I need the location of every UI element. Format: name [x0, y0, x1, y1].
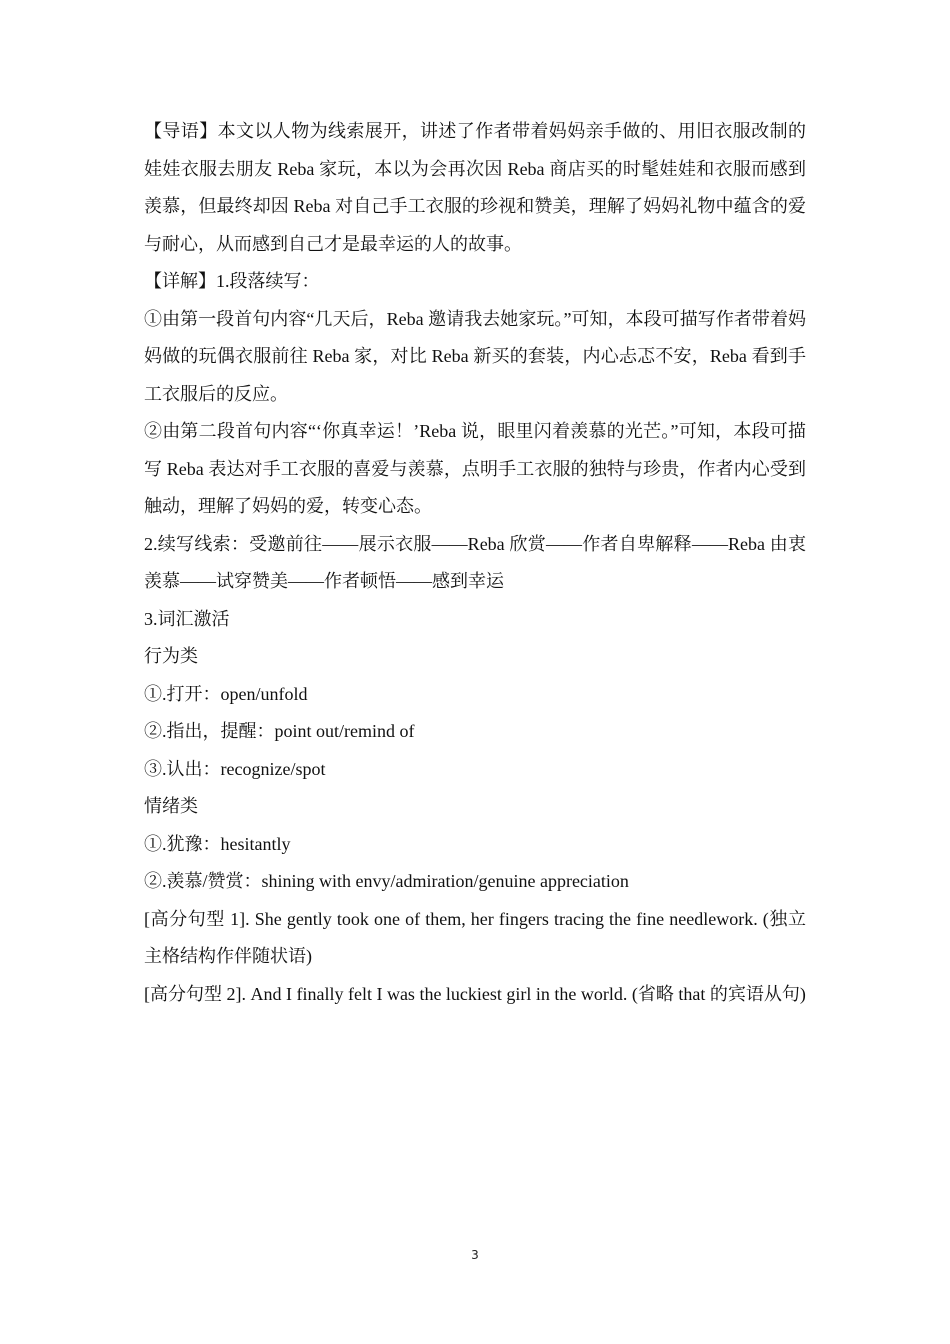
writing-clues: 2.续写线索：受邀前往——展示衣服——Reba 欣赏——作者自卑解释——Reba 由衷羡慕——试穿赞美——作者顿悟——感到幸运: [144, 533, 806, 591]
vocab-item: ②.指出，提醒：point out/remind of: [144, 721, 415, 741]
vocab-item: ①.犹豫：hesitantly: [144, 833, 291, 854]
paragraph-one-analysis: ①由第一段首句内容“几天后，Reba 邀请我去她家玩。”可知，本段可描写作者带着妈妈做的玩偶衣服前往 Reba 家，对比 Reba 新买的套装，内心忐忑不安，Reba 看到手工衣服后的反应。: [144, 308, 806, 404]
document-body: [144, 113, 806, 1013]
vocab-item: ①.打开：open/unfold: [144, 683, 308, 704]
emotion-category-label: 情绪类: [144, 796, 198, 816]
action-category-label: 行为类: [144, 646, 198, 666]
paragraph-two-analysis: ②由第二段首句内容“‘你真幸运！’Reba 说，眼里闪着羡慕的光芒。”可知，本段可描写 Reba 表达对手工衣服的喜爱与羡慕，点明手工衣服的独特与珍贵，作者内心受到触动，理解了妈妈的爱，转变心态。: [144, 421, 806, 516]
vocabulary-heading: 3.词汇激活: [144, 608, 230, 629]
vocab-item: ③.认出：recognize/spot: [144, 758, 326, 779]
vocab-item: ②.羡慕/赞赏：shining with envy/admiration/genuine appreciation: [144, 871, 629, 891]
sentence-pattern-2: [高分句型 2]. And I finally felt I was the luckiest girl in the world. (省略 that 的宾语从句): [144, 983, 806, 1004]
detail-heading: 【详解】1.段落续写：: [144, 271, 320, 291]
intro-paragraph: 【导语】本文以人物为线索展开，讲述了作者带着妈妈亲手做的、用旧衣服改制的娃娃衣服去朋友 Reba 家玩，本以为会再次因 Reba 商店买的时髦娃娃和衣服而感到羡慕，但最终却因 Reba 对自己手工衣服的珍视和赞美，理解了妈妈礼物中蕴含的爱与耐心，从而感到自己才是最幸运的人的故事。: [144, 121, 806, 254]
page-number: 3: [471, 1248, 479, 1262]
sentence-pattern-1: [高分句型 1]. She gently took one of them, her fingers tracing the fine needlework. (独立主格结构作伴随状语): [144, 908, 806, 966]
